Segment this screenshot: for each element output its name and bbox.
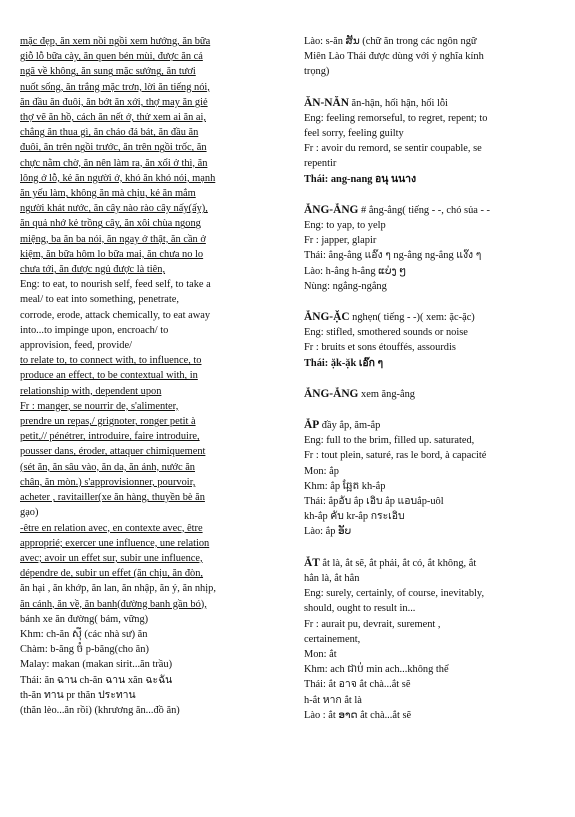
left-line: thợ vẽ ăn hồ, cách ăn nết ở, thử xem ai ăn ai, bbox=[20, 112, 206, 124]
right-line: trọng) bbox=[304, 66, 330, 78]
left-line: Malay: makan (makan sirit...ăn trầu) bbox=[20, 659, 173, 671]
entry-headword-line bbox=[304, 418, 562, 433]
entry-headword: ẮNG-ẲNG bbox=[304, 203, 359, 216]
left-line: nuốt sống, ăn trắng mặc trơn, lời ăn tiếng nói, bbox=[20, 81, 210, 93]
entry-headword: ẮT bbox=[304, 556, 320, 569]
left-line: approprié; exercer une influence, une relation bbox=[20, 537, 210, 549]
entry-gloss: xem ăng-ẳng bbox=[358, 388, 415, 400]
spacer bbox=[304, 540, 562, 556]
entry-line: Lào : ắt ອາດ ắt chà...ắt sẽ bbox=[304, 709, 412, 721]
entry-headword: ẮP bbox=[304, 419, 320, 432]
left-line: -être en relation avec, en contexte avec, être bbox=[20, 522, 203, 534]
left-line: Fr : manger, se nourrir de, s'alimenter, bbox=[20, 400, 179, 412]
entry-line: Mon: ắt bbox=[304, 648, 337, 660]
entry-line: hẳn là, ắt hẳn bbox=[304, 572, 360, 584]
left-line: ăn đầu ăn đuôi, ăn bớt ăn xới, thợ may ăn giẻ bbox=[20, 96, 208, 108]
left-line: to relate to, to connect with, to influence, to bbox=[20, 355, 202, 367]
left-line: acheter , ravitailler(xe ăn hàng, thuyền bè ăn bbox=[20, 492, 205, 504]
left-line: corrode, erode, attack chemically, to eat away bbox=[20, 309, 211, 321]
right-line: Lào: s-ăn ສັນ (chữ ăn trong các ngôn ngữ bbox=[304, 36, 477, 47]
entry-line: Lào: ắp ອັບ bbox=[304, 526, 352, 538]
entry-line: Mon: ắp bbox=[304, 465, 339, 477]
left-line: lông ở lỗ, kẻ ăn người ở, khó ăn khó nói, mạnh bbox=[20, 172, 216, 184]
left-line: miệng, ba ăn ba nói, ăn ngay ở thật, ăn cần ở bbox=[20, 233, 206, 245]
entry-line: Khm: ắp ឆ្អែត kh-ắp bbox=[304, 480, 386, 492]
left-line: th-ăn ทาน pr thăn ประทาน bbox=[20, 689, 136, 701]
entry-headword-line bbox=[304, 556, 562, 571]
entry-gloss: # ẳng-ẳng( tiếng - -, chó sủa - - bbox=[358, 204, 490, 216]
left-line: giỗ lỗ bữa cày, ăn quen bén mùi, được ăn cả bbox=[20, 51, 203, 63]
left-line: pousser dans, éroder, attaquer chimiquement bbox=[20, 446, 206, 458]
entry-headword-line bbox=[304, 203, 562, 218]
entry-headword: ĂN-NĂN bbox=[304, 96, 349, 109]
left-line: ăn yếu làm, không ăn mà chịu, kẻ ăn mắm bbox=[20, 188, 196, 200]
entry-line: Thái: ắpอับ ắp เอิบ ắp แอบắp-uôl bbox=[304, 496, 444, 508]
entry-line: should, ought to result in... bbox=[304, 603, 416, 615]
spacer bbox=[304, 294, 562, 310]
entry-line: h-ắt หาก ắt là bbox=[304, 694, 362, 706]
entry-line: Nùng: ngẳng-ngẳng bbox=[304, 280, 387, 292]
left-line: mặc đẹp, ăn xem nồi ngồi xem hướng, ăn bữa bbox=[20, 36, 211, 47]
left-line: (thăn lèo...ăn rồi) (khrương ăn...đồ ăn) bbox=[20, 704, 180, 716]
left-line: chẳng ăn thua gì, ăn cháo đá bát, ăn đầu ăn bbox=[20, 127, 199, 139]
entry-line: Eng: feeling remorseful, to regret, repent; to bbox=[304, 112, 488, 124]
entry-line: feel sorry, feeling guilty bbox=[304, 128, 404, 140]
entry-line: Eng: stifled, smothered sounds or noise bbox=[304, 327, 468, 339]
left-line: chực nằm chờ, ăn nên làm ra, ăn xổi ở thì, ăn bbox=[20, 157, 208, 169]
left-line: (sét ăn, ăn sâu vào, ăn da, ăn ảnh, nước ăn bbox=[20, 461, 196, 473]
left-line: dépendre de, subir un effet (ăn chịu, ăn đòn, bbox=[20, 568, 204, 580]
spacer bbox=[304, 371, 562, 387]
entry-line: repentir bbox=[304, 158, 337, 170]
left-line: bánh xe ăn đường( bám, vững) bbox=[20, 613, 149, 625]
left-line: gạo) bbox=[20, 507, 39, 519]
spacer bbox=[304, 402, 562, 418]
left-line: Thái: ăn ฉาน ch-ăn ฉาน xăn ฉะฉัน bbox=[20, 674, 173, 686]
entry-line: Eng: surely, certainly, of course, inevitably, bbox=[304, 588, 485, 600]
entry-line: Fr : aurait pu, devrait, surement , bbox=[304, 618, 441, 630]
left-line: kiệm, ăn bữa hôm lo bữa mai, ăn chưa no lo bbox=[20, 248, 204, 260]
entry-gloss: nghẹn( tiếng - -)( xem: ặc-ặc) bbox=[349, 312, 475, 324]
left-line: người khát nước, ăn cây nào rào cây nấy(ấy), bbox=[20, 203, 208, 215]
left-line: avec; avoir un effet sur, subir une influence, bbox=[20, 552, 203, 564]
entry-headword: ẲNG-ẲNG bbox=[304, 387, 359, 400]
entry-line: Fr : avoir du remord, se sentir coupable, se bbox=[304, 143, 482, 155]
left-line: Khm: ch-ăn ស៊ី (các nhà sư) ăn bbox=[20, 628, 148, 640]
left-line: ngã về không, ăn sung mặc sướng, ăn tươi bbox=[20, 66, 196, 78]
entry-line: Eng: full to the brim, filled up. saturated, bbox=[304, 435, 475, 447]
entry-line: certainement, bbox=[304, 633, 361, 645]
right-line: Miên Lào Thái được dùng với ý nghĩa kính bbox=[304, 51, 484, 63]
left-line: chưa tới, ăn được ngủ được là tiên, bbox=[20, 264, 166, 276]
entry-line: Thái: ang-nang อนุ นนาง bbox=[304, 173, 417, 185]
entry-line: Khm: ach ជាប់ min ach...không thể bbox=[304, 664, 449, 676]
entry-line: Thái: ẳng-ẳng แอ๊ง ๆ ng-ẳng ng-ẳng แง๊ง ๆ bbox=[304, 250, 482, 262]
left-line: petit,// pénétrer, introduire, faire introduire, bbox=[20, 431, 200, 443]
entry-headword-line bbox=[304, 387, 562, 402]
left-line: Eng: to eat, to nourish self, feed self, to take a bbox=[20, 279, 211, 291]
left-line: ăn cánh, ăn về, ăn banh(đường banh gần bó), bbox=[20, 598, 207, 610]
entry-line: Thái: ắt อาจ ắt chà...ắt sẽ bbox=[304, 679, 411, 691]
entry-headword: ẮNG-ẶC bbox=[304, 311, 350, 324]
entry-gloss: ắt là, ắt sẽ, ắt phải, ắt có, ắt không, ắt bbox=[319, 557, 477, 569]
entry-gloss: ăn-hận, hối hận, hối lỗi bbox=[348, 97, 448, 109]
entry-headword-line bbox=[304, 310, 562, 325]
entry-line: Fr : tout plein, saturé, ras le bord, à capacité bbox=[304, 450, 487, 462]
left-line: produce an effect, to be contextual with, in bbox=[20, 370, 198, 382]
entry-headword-line bbox=[304, 96, 562, 111]
entry-line: Fr : japper, glapir bbox=[304, 235, 377, 247]
left-line: prendre un repas,/ grignoter, ronger petit à bbox=[20, 416, 196, 428]
left-line: ăn hại , ăn khớp, ăn lan, ăn nhập, ăn ý, ăn nhịp, bbox=[20, 583, 216, 595]
left-line: meal/ to eat into something, penetrate, bbox=[20, 294, 179, 306]
left-line: approvision, feed, provide/ bbox=[20, 340, 132, 352]
entry-line: Lào: h-ẳng h-ẳng ແບ່ງ ໆ bbox=[304, 265, 407, 277]
left-line: into...to impinge upon, encroach/ to bbox=[20, 324, 169, 336]
left-column bbox=[20, 34, 293, 718]
entry-line: kh-ắp คับ kr-ắp กระเอิบ bbox=[304, 511, 405, 523]
entry-line: Eng: to yap, to yelp bbox=[304, 220, 386, 232]
spacer bbox=[304, 80, 562, 96]
left-line: ăn quả nhớ kẻ trồng cây, ăn xôi chùa ngọng bbox=[20, 218, 201, 230]
entry-line: Thái: ặk-ặk เอ๊ก ๆ bbox=[304, 357, 384, 369]
entry-line: Fr : bruits et sons étouffés, assourdis bbox=[304, 342, 456, 354]
left-line: chân, ăn mòn.) s'approvisionner, pourvoir, bbox=[20, 476, 196, 488]
spacer bbox=[304, 187, 562, 203]
left-line: đuôi, ăn trên ngồi trước, ăn trên ngồi trốc, ăn bbox=[20, 142, 207, 154]
left-line: Chàm: b-ăng ចំ p-băng(cho ăn) bbox=[20, 644, 149, 656]
entry-gloss: đầy ắp, ăm-ắp bbox=[319, 420, 381, 432]
left-line: relationship with, dependent upon bbox=[20, 385, 162, 397]
right-column bbox=[304, 34, 562, 723]
